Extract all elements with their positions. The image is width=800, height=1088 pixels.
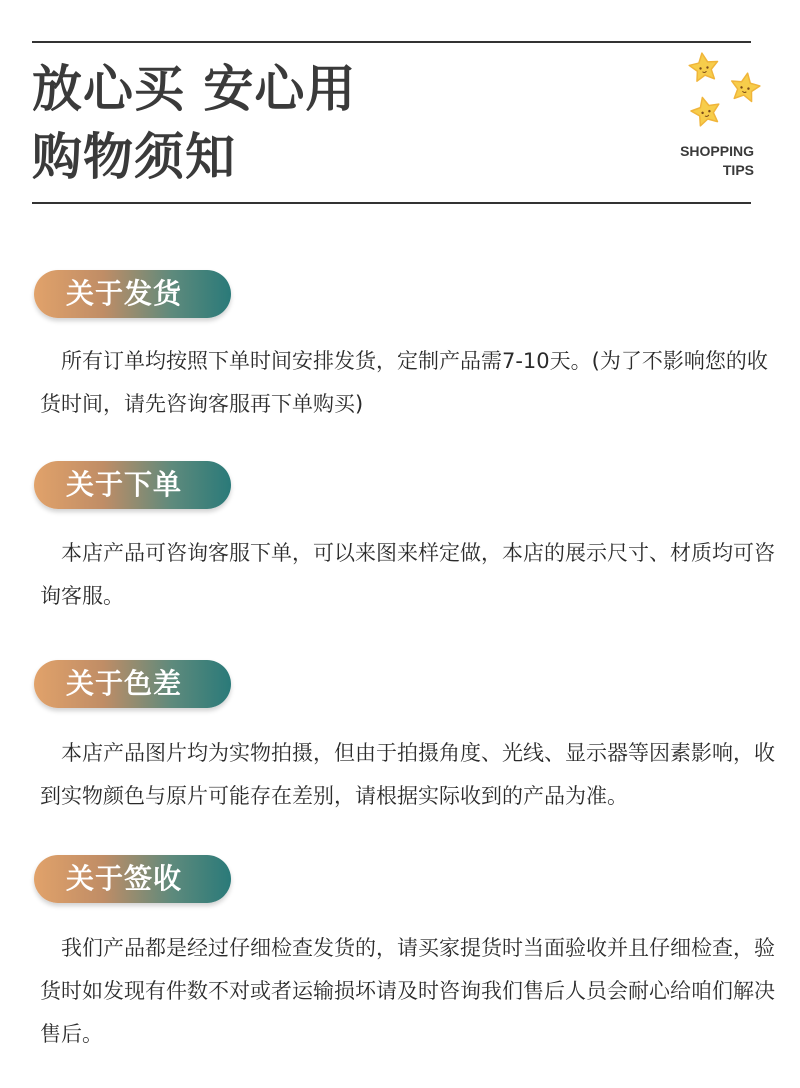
page-title-line2: 购物须知 [32, 128, 236, 186]
section-heading-label: 关于色差 [66, 667, 183, 700]
bottom-divider [32, 202, 751, 204]
page-title-line1: 放心买 安心用 [32, 60, 357, 118]
stars-decoration [682, 48, 768, 134]
section-heading-color-difference [34, 660, 231, 708]
section-body-receipt: 我们产品都是经过仔细检查发货的，请买家提货时当面验收并且仔细检查，验货时如发现有件数不对或者运输损坏请及时咨询我们售后人员会耐心给咱们解决售后。 [40, 936, 775, 1046]
section-heading-label: 关于发货 [66, 277, 183, 310]
section-heading-label: 关于签收 [66, 862, 183, 895]
section-body-color-difference: 本店产品图片均为实物拍摄，但由于拍摄角度、光线、显示器等因素影响，收到实物颜色与原片可能存在差别，请根据实际收到的产品为准。 [40, 741, 775, 808]
top-divider [32, 41, 751, 43]
tips-line1: SHOPPING [680, 143, 754, 159]
tips-line2: TIPS [722, 162, 754, 178]
section-heading-receipt [34, 855, 231, 903]
section-heading-shipping [34, 270, 231, 318]
shopping-tips-label [680, 142, 754, 180]
star-icon [729, 71, 762, 103]
section-body-ordering: 本店产品可咨询客服下单，可以来图来样定做，本店的展示尺寸、材质均可咨询客服。 [40, 541, 775, 608]
section-body-shipping: 所有订单均按照下单时间安排发货，定制产品需7-10天。(为了不影响您的收货时间，请先咨询客服再下单购买) [40, 349, 768, 416]
section-heading-label: 关于下单 [66, 468, 183, 501]
star-icon [688, 94, 722, 127]
star-icon [688, 51, 720, 82]
section-heading-ordering [34, 461, 231, 509]
